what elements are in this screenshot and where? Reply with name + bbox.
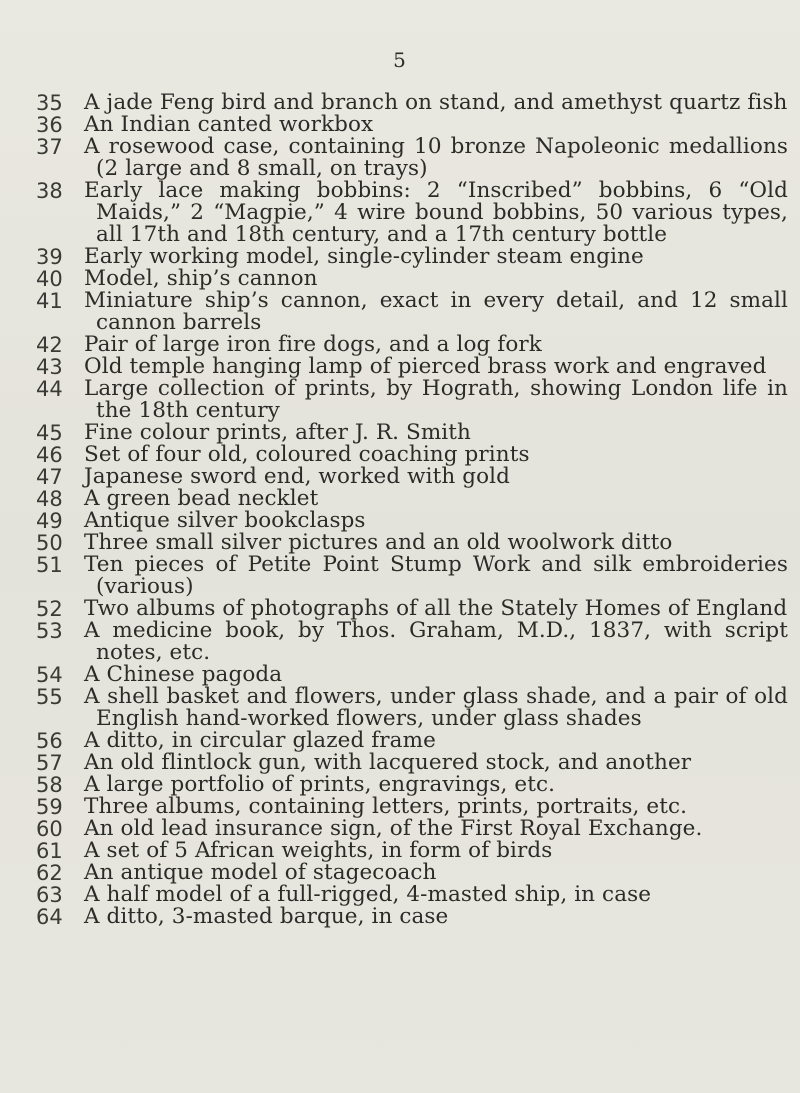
lot-description: Set of four old, coloured coaching prints (84, 442, 530, 467)
lot-entry (36, 620, 788, 664)
lot-number: 47 (36, 465, 63, 489)
lot-entry (36, 818, 788, 840)
lot-description: A ditto, in circular glazed frame (84, 728, 436, 753)
lot-entry (36, 136, 788, 180)
lot-number: 43 (36, 355, 63, 379)
lot-description: Pair of large iron fire dogs, and a log fork (84, 332, 542, 357)
lot-number: 45 (36, 421, 63, 445)
lot-number: 35 (36, 91, 63, 115)
lot-number: 40 (36, 267, 63, 291)
lot-number: 50 (36, 531, 63, 555)
lot-description: A ditto, 3-masted barque, in case (84, 904, 449, 929)
lot-description: An old lead insurance sign, of the First Royal Exchange. (84, 816, 703, 841)
lot-description: Three albums, containing letters, prints, portraits, etc. (84, 794, 688, 819)
lot-number: 53 (36, 619, 63, 643)
lot-entry (36, 598, 788, 620)
lot-entry (36, 774, 788, 796)
lot-description: A set of 5 African weights, in form of birds (84, 838, 553, 863)
lot-entry (36, 422, 788, 444)
lot-number: 54 (36, 663, 63, 687)
lot-number: 39 (36, 245, 63, 269)
lot-description: Early lace making bobbins: 2 “Inscribed” bobbins, 6 “Old Maids,” 2 “Magpie,” 4 wire bound bobbins, 50 various types, all 17th and 18th century, and a 17th century bottle (84, 178, 788, 247)
lot-number: 51 (36, 553, 63, 577)
lot-description: A half model of a full-rigged, 4-masted ship, in case (84, 882, 652, 907)
lot-entry (36, 356, 788, 378)
lot-description: Old temple hanging lamp of pierced brass work and engraved (84, 354, 767, 379)
lot-entry (36, 664, 788, 686)
lot-number: 38 (36, 179, 63, 203)
lot-description: An antique model of stagecoach (84, 860, 437, 885)
lot-number: 59 (36, 795, 63, 819)
lot-description: Two albums of photographs of all the Stately Homes of England (84, 596, 788, 621)
lot-description: A green bead necklet (84, 486, 319, 511)
lot-entry (36, 466, 788, 488)
lot-entry (36, 180, 788, 246)
lot-description: An Indian canted workbox (84, 112, 374, 137)
lot-entry (36, 378, 788, 422)
lot-description: A shell basket and flowers, under glass shade, and a pair of old English hand-worked flowers, under glass shades (84, 684, 788, 731)
lot-entry (36, 906, 788, 928)
lot-entry (36, 796, 788, 818)
lot-description: Three small silver pictures and an old woolwork ditto (84, 530, 673, 555)
lot-entry (36, 730, 788, 752)
lot-description: An old flintlock gun, with lacquered stock, and another (84, 750, 692, 775)
lot-entry (36, 92, 788, 114)
lot-number: 56 (36, 729, 63, 753)
lot-entry (36, 488, 788, 510)
lot-number: 46 (36, 443, 63, 467)
lot-entry (36, 840, 788, 862)
lot-number: 44 (36, 377, 63, 401)
lot-entry (36, 246, 788, 268)
lot-description: Ten pieces of Petite Point Stump Work and silk embroideries (various) (84, 552, 788, 599)
lot-number: 61 (36, 839, 63, 863)
lot-entry (36, 510, 788, 532)
lot-number: 52 (36, 597, 63, 621)
lot-entry (36, 862, 788, 884)
lot-description: Fine colour prints, after J. R. Smith (84, 420, 471, 445)
lot-entry (36, 114, 788, 136)
lot-description: Antique silver bookclasps (84, 508, 366, 533)
lot-description: Miniature ship’s cannon, exact in every detail, and 12 small cannon barrels (84, 288, 788, 335)
lot-number: 57 (36, 751, 63, 775)
lot-number: 48 (36, 487, 63, 511)
lot-description: A large portfolio of prints, engravings, etc. (84, 772, 556, 797)
lot-number: 63 (36, 883, 63, 907)
lot-number: 62 (36, 861, 63, 885)
page-number: 5 (393, 48, 407, 72)
lot-entry (36, 334, 788, 356)
lot-number: 60 (36, 817, 63, 841)
lot-number: 58 (36, 773, 63, 797)
lot-number: 36 (36, 113, 63, 137)
lot-list (36, 92, 788, 928)
lot-number: 41 (36, 289, 63, 313)
lot-description: Large collection of prints, by Hograth, showing London life in the 18th century (84, 376, 788, 423)
lot-entry (36, 752, 788, 774)
lot-description: A jade Feng bird and branch on stand, and amethyst quartz fish (84, 90, 788, 115)
lot-number: 49 (36, 509, 63, 533)
lot-entry (36, 532, 788, 554)
lot-entry (36, 444, 788, 466)
lot-description: A Chinese pagoda (84, 662, 283, 687)
lot-entry (36, 884, 788, 906)
lot-entry (36, 290, 788, 334)
lot-description: Japanese sword end, worked with gold (84, 464, 510, 489)
lot-entry (36, 268, 788, 290)
lot-description: Early working model, single-cylinder steam engine (84, 244, 644, 269)
lot-description: A medicine book, by Thos. Graham, M.D., 1837, with script notes, etc. (84, 618, 788, 665)
lot-description: Model, ship’s cannon (84, 266, 318, 291)
lot-number: 37 (36, 135, 63, 159)
lot-entry (36, 686, 788, 730)
lot-number: 55 (36, 685, 63, 709)
lot-description: A rosewood case, containing 10 bronze Napoleonic medallions (2 large and 8 small, on trays) (84, 134, 788, 181)
lot-number: 42 (36, 333, 63, 357)
lot-number: 64 (36, 905, 63, 929)
lot-entry (36, 554, 788, 598)
